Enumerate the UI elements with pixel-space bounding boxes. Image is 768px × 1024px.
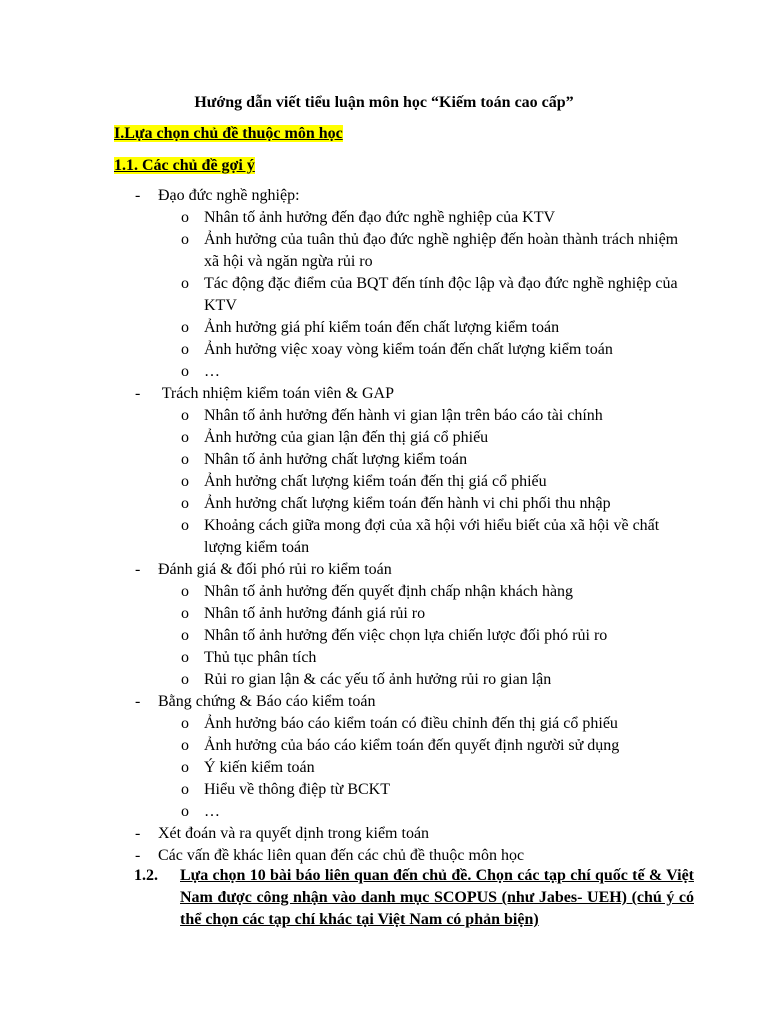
- topic-sub-item-text: Nhân tố ảnh hưởng đến đạo đức nghề nghiệp của KTV: [204, 209, 556, 226]
- topic-sub-item-text: Ảnh hưởng chất lượng kiểm toán đến hành vi chi phối thu nhập: [204, 495, 611, 512]
- topic-sub-item-text: Nhân tố ảnh hưởng đánh giá rủi ro: [204, 605, 426, 622]
- circle-bullet: o: [181, 803, 189, 820]
- circle-bullet: o: [181, 407, 189, 424]
- topic-sub-item: [0, 317, 768, 339]
- section-1-2: [114, 865, 694, 931]
- topic-sub-item: [0, 757, 768, 779]
- topic-category-label: Các vấn đề khác liên quan đến các chủ đề thuộc môn học: [158, 847, 525, 864]
- topic-category: [0, 185, 768, 207]
- circle-bullet: o: [181, 209, 189, 226]
- topic-sub-item: [0, 361, 768, 383]
- topic-sub-item-text: Khoảng cách giữa mong đợi của xã hội với hiểu biết của xã hội về chất lượng kiểm toán: [204, 517, 660, 556]
- circle-bullet: o: [181, 781, 189, 798]
- topic-sub-item-text: Ảnh hưởng của tuân thủ đạo đức nghề nghiệp đến hoàn thành trách nhiệm xã hội và ngăn ngừa rủi ro: [204, 231, 679, 270]
- circle-bullet: o: [181, 759, 189, 776]
- topic-sub-item-text: Ảnh hưởng của gian lận đến thị giá cổ phiếu: [204, 429, 489, 446]
- topic-sub-item-text: Nhân tố ảnh hưởng đến việc chọn lựa chiến lược đối phó rủi ro: [204, 627, 608, 644]
- section-1-1-heading-text: 1.1. Các chủ đề gợi ý: [114, 157, 255, 174]
- circle-bullet: o: [181, 231, 189, 248]
- circle-bullet: o: [181, 671, 189, 688]
- topic-category: [0, 823, 768, 845]
- circle-bullet: o: [181, 605, 189, 622]
- dash-bullet: -: [135, 385, 141, 402]
- dash-bullet: -: [135, 847, 141, 864]
- topic-category: [0, 559, 768, 581]
- topic-sub-item: [0, 713, 768, 735]
- topic-list: [0, 185, 768, 867]
- section-1-heading: [114, 124, 343, 144]
- topic-category-label: Bằng chứng & Báo cáo kiểm toán: [158, 693, 376, 710]
- section-1-2-number: 1.2.: [134, 867, 158, 884]
- topic-sub-item-text: Ảnh hưởng của báo cáo kiểm toán đến quyết định người sử dụng: [204, 737, 620, 754]
- circle-bullet: o: [181, 451, 189, 468]
- topic-sub-item-text: Rủi ro gian lận & các yếu tố ảnh hưởng rủi ro gian lận: [204, 671, 552, 688]
- topic-sub-item: [0, 449, 768, 471]
- circle-bullet: o: [181, 583, 189, 600]
- circle-bullet: o: [181, 627, 189, 644]
- topic-sub-item: [0, 581, 768, 603]
- dash-bullet: -: [135, 187, 141, 204]
- dash-bullet: -: [135, 561, 141, 578]
- topic-sub-item: [0, 493, 768, 515]
- topic-sub-item: [0, 471, 768, 493]
- topic-sub-item-text: …: [204, 363, 220, 380]
- topic-category-label: Xét đoán và ra quyết dịnh trong kiểm toán: [158, 825, 430, 842]
- topic-sub-item: [0, 339, 768, 361]
- topic-category-label: Trách nhiệm kiểm toán viên & GAP: [158, 385, 394, 402]
- topic-sub-item-text: Ảnh hưởng chất lượng kiểm toán đến thị giá cổ phiếu: [204, 473, 547, 490]
- topic-sub-item-text: Ảnh hưởng báo cáo kiểm toán có điều chỉnh đến thị giá cổ phiếu: [204, 715, 618, 732]
- topic-sub-item: [0, 427, 768, 449]
- topic-sub-item: [0, 207, 768, 229]
- circle-bullet: o: [181, 275, 189, 292]
- topic-sub-item: [0, 735, 768, 757]
- topic-sub-item-text: Ảnh hưởng việc xoay vòng kiểm toán đến chất lượng kiểm toán: [204, 341, 613, 358]
- section-1-heading-text: I.Lựa chọn chủ đề thuộc môn học: [114, 125, 343, 142]
- topic-sub-item: [0, 229, 768, 273]
- topic-sub-item-text: …: [204, 803, 220, 820]
- topic-sub-item: [0, 405, 768, 427]
- circle-bullet: o: [181, 341, 189, 358]
- document-title: Hướng dẫn viết tiểu luận môn học “Kiếm toán cao cấp”: [194, 94, 574, 111]
- circle-bullet: o: [181, 319, 189, 336]
- topic-sub-item: [0, 603, 768, 625]
- circle-bullet: o: [181, 495, 189, 512]
- topic-category-label: Đánh giá & đối phó rủi ro kiểm toán: [158, 561, 392, 578]
- topic-sub-item: [0, 647, 768, 669]
- topic-category: [0, 383, 768, 405]
- topic-sub-item-text: Thủ tục phân tích: [204, 649, 317, 666]
- circle-bullet: o: [181, 363, 189, 380]
- topic-category-label: Đạo đức nghề nghiệp:: [158, 187, 300, 204]
- section-1-1-heading: [114, 156, 255, 176]
- circle-bullet: o: [181, 715, 189, 732]
- topic-sub-item-text: Ảnh hưởng giá phí kiểm toán đến chất lượng kiểm toán: [204, 319, 560, 336]
- topic-sub-item: [0, 625, 768, 647]
- topic-sub-item-text: Nhân tố ảnh hưởng chất lượng kiểm toán: [204, 451, 468, 468]
- topic-sub-item: [0, 779, 768, 801]
- topic-sub-item: [0, 515, 768, 559]
- topic-sub-item-text: Ý kiến kiểm toán: [204, 759, 315, 776]
- topic-sub-item-text: Tác động đặc điểm của BQT đến tính độc lập và đạo đức nghề nghiệp của KTV: [204, 275, 678, 314]
- topic-sub-item-text: Hiểu về thông điệp từ BCKT: [204, 781, 390, 798]
- dash-bullet: -: [135, 825, 141, 842]
- circle-bullet: o: [181, 649, 189, 666]
- topic-sub-item-text: Nhân tố ảnh hưởng đến quyết định chấp nhận khách hàng: [204, 583, 574, 600]
- circle-bullet: o: [181, 473, 189, 490]
- topic-category: [0, 845, 768, 867]
- section-1-2-text: Lựa chọn 10 bài báo liên quan đến chủ đề. Chọn các tạp chí quốc tế & Việt Nam được công nhận vào danh mục SCOPUS (như Jabes- UEH) (chú ý có thể chọn các tạp chí khác tại Việt Nam có phản biện): [180, 867, 694, 928]
- dash-bullet: -: [135, 693, 141, 710]
- topic-sub-item-text: Nhân tố ảnh hưởng đến hành vi gian lận trên báo cáo tài chính: [204, 407, 603, 424]
- circle-bullet: o: [181, 517, 189, 534]
- circle-bullet: o: [181, 737, 189, 754]
- topic-sub-item: [0, 801, 768, 823]
- topic-category: [0, 691, 768, 713]
- circle-bullet: o: [181, 429, 189, 446]
- topic-sub-item: [0, 273, 768, 317]
- topic-sub-item: [0, 669, 768, 691]
